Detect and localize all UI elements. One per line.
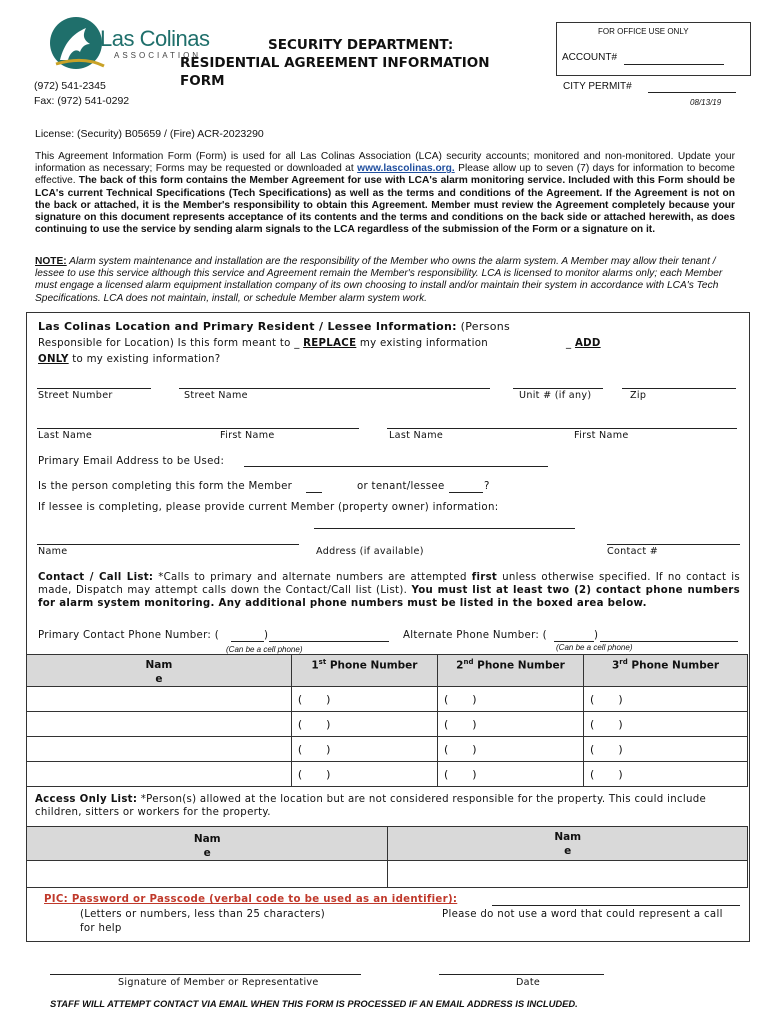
table-row <box>27 737 748 762</box>
note-paragraph <box>35 256 735 305</box>
tenant-question: or tenant/lessee <box>357 481 445 492</box>
table-row <box>27 687 748 712</box>
title-line1: SECURITY DEPARTMENT: <box>268 37 454 53</box>
replace-row <box>38 338 488 349</box>
access-label: Access Only List: <box>35 794 138 805</box>
contact-list-first: first <box>471 572 498 583</box>
primary-area-code-field[interactable] <box>231 641 264 642</box>
col1-label: Phone Number <box>329 659 418 672</box>
access-col-name1 <box>27 827 388 861</box>
city-permit-label: CITY PERMIT# <box>563 81 632 92</box>
table-row <box>27 712 748 737</box>
title-line2: RESIDENTIAL AGREEMENT INFORMATION <box>180 55 490 71</box>
contact-list-text: *Calls to primary and alternate numbers are attempted <box>158 572 467 583</box>
replace-option[interactable]: REPLACE <box>303 338 357 349</box>
city-permit-field[interactable] <box>648 92 736 93</box>
phone-cell[interactable] <box>437 762 583 787</box>
location-heading-row <box>38 320 510 333</box>
contact-name-cell[interactable] <box>27 687 292 712</box>
owner-info-field[interactable] <box>314 528 575 529</box>
first-name2-label: First Name <box>574 430 629 441</box>
paren-open: ( <box>443 692 449 706</box>
add-option-row <box>566 338 601 349</box>
paren-close: ) <box>472 742 477 756</box>
last-name1-label: Last Name <box>38 430 93 441</box>
paren-close: ) <box>472 692 477 706</box>
contact-col-3 <box>584 655 748 687</box>
name2-field[interactable] <box>387 428 737 429</box>
intro-paragraph <box>35 151 735 236</box>
zip-label: Zip <box>630 390 647 401</box>
logo-name: Las Colinas <box>100 26 210 51</box>
fax: Fax: (972) 541-0292 <box>34 95 130 107</box>
intro-bold: The back of this form contains the Member Agreement for use with LCA's alarm monitoring service. Included with this Form should be LCA's current Technical Specifications (Tech Specifications) as well as the terms and conditions of the Agreement. If the Agreement is not on the back or attached, it is the Member's responsibility to obtain this Agreement. Member must review the Agreement completely because your signature on this document represents acceptance of its contents and the terms and conditions on the back side or attached herewith, as does continuing to use the service by sending alarm signals to the LCA regardless of the submission of the Form or a signature on it. <box>35 175 735 236</box>
col1-sup: st <box>318 658 327 666</box>
last-name2-label: Last Name <box>389 430 444 441</box>
only-text: to my existing information? <box>72 354 221 365</box>
horse-logo-icon <box>46 14 108 72</box>
paren-open: ( <box>590 767 595 781</box>
paren-open: ( <box>590 717 595 731</box>
phone-cell[interactable] <box>291 762 437 787</box>
contact-list-text2: unless otherwise specified. If no contact is made, Dispatch may attempt calls down the Contact/Call list (List). <box>38 572 741 596</box>
col2-sup: nd <box>463 658 474 666</box>
phone-cell[interactable] <box>437 712 583 737</box>
phone-cell[interactable] <box>584 737 748 762</box>
paren-open: ( <box>297 692 303 706</box>
phone-cell[interactable] <box>437 687 583 712</box>
replace-question: Responsible for Location) Is this form meant to _ <box>38 338 300 349</box>
first-name1-label: First Name <box>220 430 275 441</box>
alternate-cell-note: (Can be a cell phone) <box>556 643 633 652</box>
col1-num: 1 <box>311 659 319 672</box>
contact-col-1 <box>291 655 437 687</box>
access-col-name2-label: Nam e <box>554 831 582 857</box>
paren-close: ) <box>618 742 623 756</box>
paren-close: ) <box>618 767 623 781</box>
account-label: ACCOUNT# <box>562 52 618 63</box>
intro-text: This Agreement Information Form (Form) is used for all Las Colinas Association (LCA) security accounts; monitored and non-monitored. Update your information as necessary; Forms may be requested or downloaded at <box>35 151 735 175</box>
pic-sub1: (Letters or numbers, less than 25 characters) <box>80 909 326 920</box>
note-text: Alarm system maintenance and installation are the responsibility of the Member who owns the alarm system. A Member may allow their tenant / lessee to use this service although this service and Agreement remain the Member's responsibility. LCA is licensed to monitor alarms only; each Member must engage a licensed alarm equipment installation company of its own choosing to install and/or maintain their system in accordance with LCA's Tech Specifications. LCA does not maintain, install, or schedule Member alarm system work. <box>35 256 723 304</box>
alternate-area-code-field[interactable] <box>554 641 594 642</box>
member-answer-field[interactable] <box>306 492 322 493</box>
access-paragraph <box>35 793 743 819</box>
website-link[interactable]: www.lascolinas.org. <box>357 163 455 175</box>
paren-open: ( <box>443 717 449 731</box>
primary-cell-note: (Can be a cell phone) <box>226 645 303 654</box>
contact-name-cell[interactable] <box>27 737 292 762</box>
lessee-note: If lessee is completing, please provide current Member (property owner) information: <box>38 502 499 513</box>
replace-question-b: my existing information <box>359 338 489 349</box>
access-text: *Person(s) allowed at the location but are not considered responsible for the property. This could include children, sitters or workers for the property. <box>35 794 707 818</box>
member-question: Is the person completing this form the Member <box>38 481 293 492</box>
zip-field[interactable] <box>622 388 736 389</box>
location-heading-tail: (Persons <box>460 320 511 333</box>
date-label: Date <box>516 977 541 988</box>
contact-col-name <box>27 655 292 687</box>
alternate-phone-label: Alternate Phone Number: ( <box>403 630 547 641</box>
owner-contact-field[interactable] <box>607 544 740 545</box>
name1-field[interactable] <box>37 428 359 429</box>
paren-close: ) <box>618 692 623 706</box>
col3-sup: rd <box>619 658 628 666</box>
only-row <box>38 354 220 365</box>
account-field[interactable] <box>624 64 724 65</box>
access-name-cell[interactable] <box>388 861 748 888</box>
primary-phone-label: Primary Contact Phone Number: ( <box>38 630 219 641</box>
pic-sub1b: for help <box>80 923 122 934</box>
paren-close: ) <box>618 717 623 731</box>
access-col-name2 <box>388 827 748 861</box>
contact-list-label: Contact / Call List: <box>38 572 154 583</box>
note-label: NOTE: <box>35 256 67 267</box>
email-label: Primary Email Address to be Used: <box>38 456 225 467</box>
staff-note: STAFF WILL ATTEMPT CONTACT VIA EMAIL WHEN THIS FORM IS PROCESSED IF AN EMAIL ADDRESS IS INCLUDED. <box>50 998 578 1009</box>
col2-num: 2 <box>456 659 464 672</box>
paren-open: ( <box>590 692 595 706</box>
col3-num: 3 <box>611 659 620 672</box>
owner-name-label: Name <box>38 546 68 557</box>
access-col-name1-label: Nam e <box>193 833 221 859</box>
street-number-label: Street Number <box>38 390 113 401</box>
phone-cell[interactable] <box>584 712 748 737</box>
signature-field[interactable] <box>50 974 361 975</box>
phone-cell[interactable] <box>291 687 437 712</box>
email-field[interactable] <box>244 466 548 467</box>
street-name-label: Street Name <box>184 390 248 401</box>
logo-sub: ASSOCIATION <box>114 51 202 60</box>
date-field[interactable] <box>439 974 604 975</box>
paren-close: ) <box>326 692 331 706</box>
add-prefix: _ <box>566 338 572 349</box>
alternate-phone-field[interactable] <box>600 641 738 642</box>
paren-open: ( <box>443 742 449 756</box>
access-name-cell[interactable] <box>27 861 388 888</box>
contact-name-cell[interactable] <box>27 712 292 737</box>
paren-open: ( <box>443 767 449 781</box>
license: License: (Security) B05659 / (Fire) ACR-2023290 <box>35 128 264 140</box>
only-label: ONLY <box>38 354 69 365</box>
owner-contact-label: Contact # <box>607 546 659 557</box>
primary-close: ) <box>264 630 269 641</box>
alternate-close: ) <box>594 630 599 641</box>
contact-col-2 <box>437 655 583 687</box>
tenant-question-end: ? <box>484 481 490 492</box>
phone-cell[interactable] <box>437 737 583 762</box>
contact-name-cell[interactable] <box>27 762 292 787</box>
phone-cell[interactable] <box>584 687 748 712</box>
paren-open: ( <box>297 717 303 731</box>
paren-open: ( <box>297 742 303 756</box>
add-option[interactable]: ADD <box>574 338 601 349</box>
office-use-label: FOR OFFICE USE ONLY <box>598 27 689 36</box>
page-title <box>180 36 490 90</box>
col3-label: Phone Number <box>631 659 720 672</box>
paren-close: ) <box>326 742 331 756</box>
col2-label: Phone Number <box>477 659 565 672</box>
tenant-answer-field[interactable] <box>449 492 483 493</box>
owner-name-field[interactable] <box>37 544 299 545</box>
contact-table <box>26 654 748 787</box>
title-line3: FORM <box>180 73 225 89</box>
contact-list-bold: You must list at least two (2) contact phone numbers for alarm system monitoring. Any additional phone numbers must be listed in the boxed area below. <box>38 585 740 609</box>
contact-col-name-label: Nam e <box>145 659 173 685</box>
contact-list-paragraph <box>38 571 740 610</box>
access-table <box>26 826 748 888</box>
signature-label: Signature of Member or Representative <box>118 977 319 988</box>
phone-cell[interactable] <box>291 712 437 737</box>
unit-label: Unit # (if any) <box>519 390 592 401</box>
unit-field[interactable] <box>513 388 603 389</box>
table-row <box>27 861 748 888</box>
paren-close: ) <box>326 717 331 731</box>
owner-address-label: Address (if available) <box>316 546 424 557</box>
street-name-field[interactable] <box>179 388 490 389</box>
table-row <box>27 762 748 787</box>
form-date: 08/13/19 <box>690 98 722 107</box>
street-number-field[interactable] <box>37 388 151 389</box>
location-heading: Las Colinas Location and Primary Resident / Lessee Information: <box>38 320 457 333</box>
paren-close: ) <box>472 717 477 731</box>
phone-cell[interactable] <box>584 762 748 787</box>
intro-text-b: Please allow up to seven (7) days for information to become effective. <box>35 163 735 187</box>
primary-phone-field[interactable] <box>269 641 389 642</box>
paren-open: ( <box>297 767 303 781</box>
pic-sub2: Please do not use a word that could represent a call <box>442 909 723 920</box>
pic-label: PIC: Password or Passcode (verbal code to be used as an identifier): <box>44 894 458 905</box>
paren-close: ) <box>472 767 477 781</box>
phone-cell[interactable] <box>291 737 437 762</box>
phone: (972) 541-2345 <box>34 80 106 92</box>
pic-field[interactable] <box>492 905 740 906</box>
paren-open: ( <box>590 742 595 756</box>
paren-close: ) <box>326 767 331 781</box>
